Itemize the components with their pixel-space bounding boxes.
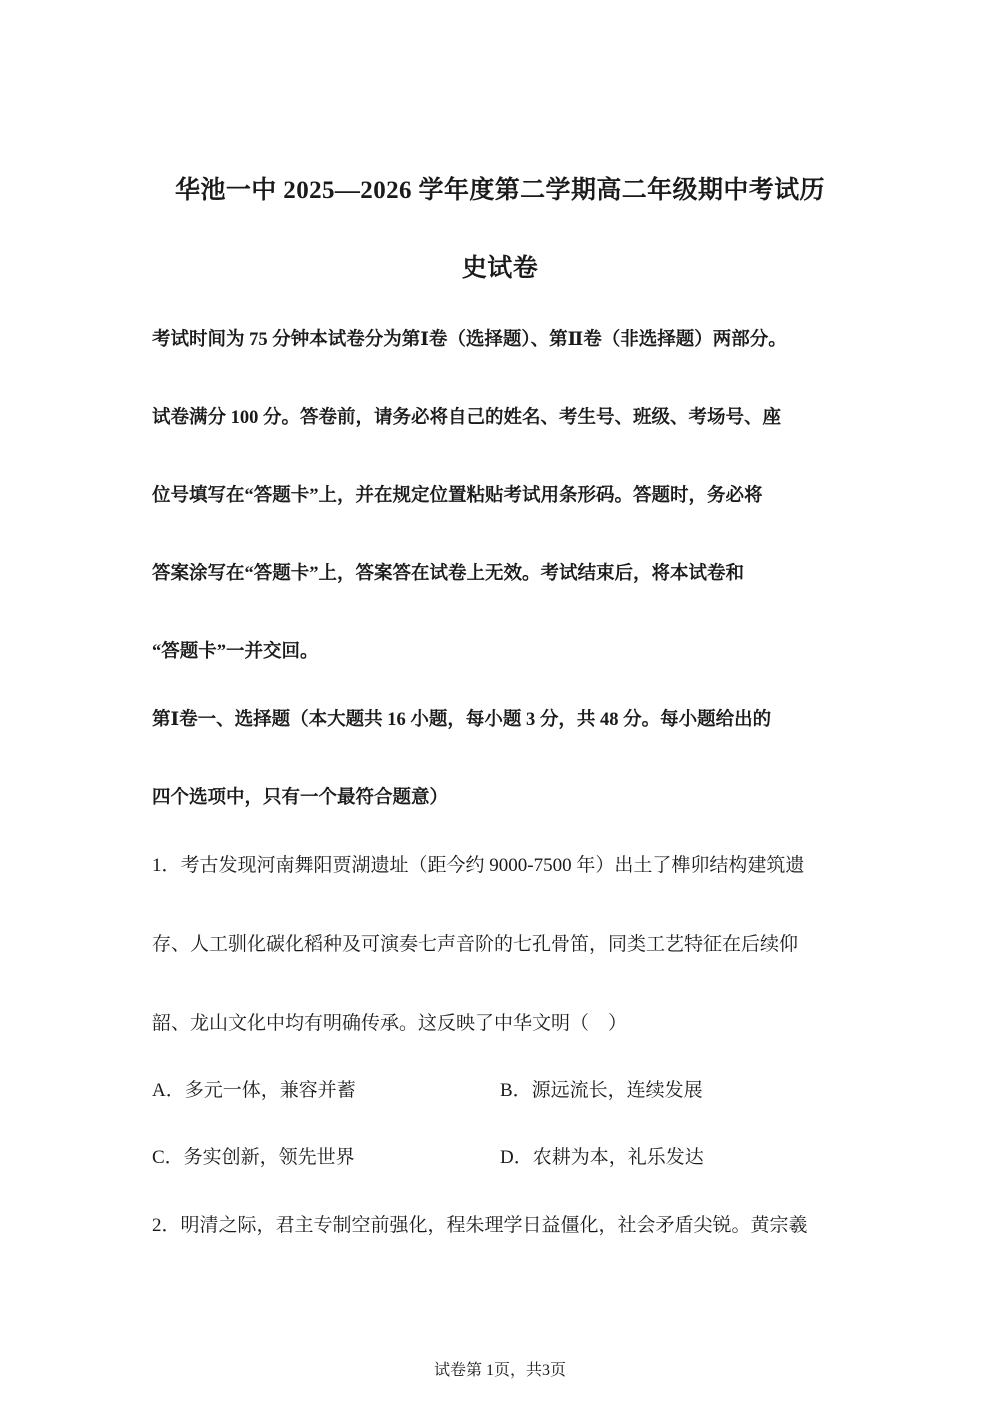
question-1-line-2: 存、人工驯化碳化稻种及可演奏七声音阶的七孔骨笛，同类工艺特征在后续仰 bbox=[152, 934, 799, 955]
exam-title-line-2: 史试卷 bbox=[461, 255, 539, 282]
instruction-line-3: 位号填写在“答题卡”上，并在规定位置粘贴考试用条形码。答题时，务必将 bbox=[152, 486, 763, 506]
section-heading-line-1: 第Ⅰ卷一、选择题（本大题共 16 小题，每小题 3 分，共 48 分。每小题给出的 bbox=[152, 710, 772, 730]
instruction-line-4: 答案涂写在“答题卡”上，答案答在试卷上无效。考试结束后，将本试卷和 bbox=[152, 564, 745, 584]
question-2-line-1: 2．明清之际，君主专制空前强化，程朱理学日益僵化，社会矛盾尖锐。黄宗羲 bbox=[152, 1215, 808, 1236]
question-1-option-d: D．农耕为本，礼乐发达 bbox=[500, 1147, 704, 1168]
instruction-line-1: 考试时间为 75 分钟本试卷分为第Ⅰ卷（选择题）、第Ⅱ卷（非选择题）两部分。 bbox=[152, 330, 787, 350]
exam-title-line-1: 华池一中 2025—2026 学年度第二学期高二年级期中考试历 bbox=[175, 177, 825, 204]
question-1-option-a: A．多元一体，兼容并蓄 bbox=[152, 1080, 356, 1101]
instruction-line-5: “答题卡”一并交回。 bbox=[152, 642, 319, 662]
question-1-option-c: C．务实创新，领先世界 bbox=[152, 1147, 355, 1168]
question-1-option-b: B．源远流长，连续发展 bbox=[500, 1080, 703, 1101]
instruction-line-2: 试卷满分 100 分。答卷前，请务必将自己的姓名、考生号、班级、考场号、座 bbox=[152, 408, 782, 428]
question-1-line-1: 1．考古发现河南舞阳贾湖遗址（距今约 9000-7500 年）出土了榫卯结构建筑遗 bbox=[152, 855, 805, 876]
section-heading-line-2: 四个选项中，只有一个最符合题意） bbox=[152, 788, 449, 808]
page-footer: 试卷第 1页，共3页 bbox=[433, 1362, 566, 1379]
question-1-line-3: 韶、龙山文化中均有明确传承。这反映了中华文明（ ） bbox=[152, 1013, 628, 1034]
